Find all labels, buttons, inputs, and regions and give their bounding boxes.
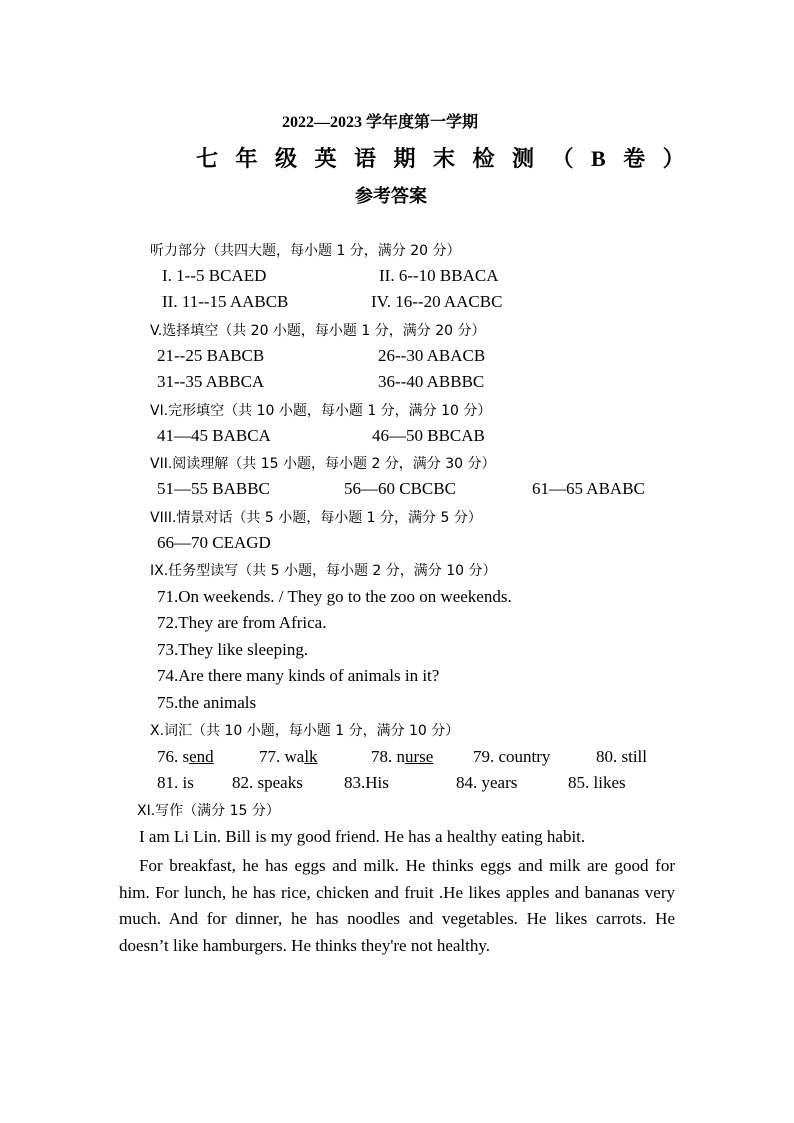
- answer-number: 76. s: [157, 747, 190, 766]
- answer-group: 46—50 BBCAB: [372, 426, 485, 445]
- essay-first-line: I am Li Lin. Bill is my good friend. He has a healthy eating habit.: [139, 827, 586, 846]
- answer-group: 61—65 ABABC: [532, 479, 645, 498]
- answer-group: 21--25 BABCB: [157, 346, 265, 365]
- answer-line: 75.the animals: [157, 693, 257, 712]
- answer-item: 84. years: [456, 773, 518, 792]
- answer-group: 36--40 ABBBC: [378, 372, 485, 391]
- answer-group: 41—45 BABCA: [157, 426, 271, 445]
- answer-group: 31--35 ABBCA: [157, 372, 265, 391]
- answer-group: 56—60 CBCBC: [344, 479, 456, 498]
- answer-line: 71.On weekends. / They go to the zoo on weekends.: [157, 587, 512, 606]
- essay-paragraph: For breakfast, he has eggs and milk. He thinks eggs and milk are good for him. For lunch, he has rice, chicken and fruit .He likes apples and bananas very much. And for dinner, he has noodles and vegetables. He likes carrots. He doesn’t like hamburgers. He thinks they're not healthy.: [119, 856, 675, 955]
- answer-key-subtitle: 参考答案: [355, 186, 427, 206]
- answer-word: lk: [304, 747, 318, 766]
- school-year-title: 2022—2023 学年度第一学期: [282, 114, 479, 131]
- answer-item: 82. speaks: [232, 773, 303, 792]
- answer-number: 78. n: [371, 747, 405, 766]
- answer-group: II. 11--15 AABCB: [162, 292, 289, 311]
- answer-word: urse: [405, 747, 434, 766]
- section-heading: X.词汇（共 10 小题，每小题 1 分，满分 10 分）: [150, 723, 460, 739]
- section-heading: V.选择填空（共 20 小题，每小题 1 分，满分 20 分）: [150, 323, 486, 339]
- answer-line: 72.They are from Africa.: [157, 613, 327, 632]
- answer-word: end: [189, 747, 214, 766]
- section-heading: VII.阅读理解（共 15 小题，每小题 2 分，满分 30 分）: [150, 456, 496, 472]
- exam-title: 七 年 级 英 语 期 末 检 测 （ B 卷 ）: [196, 146, 691, 171]
- section-heading: IX.任务型读写（共 5 小题，每小题 2 分，满分 10 分）: [150, 563, 497, 579]
- answer-item: 83.His: [344, 773, 389, 792]
- answer-item: 81. is: [157, 773, 194, 792]
- answer-group: 66—70 CEAGD: [157, 533, 271, 552]
- answer-number: 77. wa: [259, 747, 305, 766]
- answer-item: 85. likes: [568, 773, 626, 792]
- answer-item: [157, 747, 214, 767]
- section-heading: VI.完形填空（共 10 小题，每小题 1 分，满分 10 分）: [150, 403, 492, 419]
- answer-group: 26--30 ABACB: [378, 346, 486, 365]
- answer-item: 80. still: [596, 747, 648, 766]
- answer-group: IV. 16--20 AACBC: [371, 292, 503, 311]
- answer-item: [259, 747, 318, 767]
- section-heading: VIII.情景对话（共 5 小题，每小题 1 分，满分 5 分）: [150, 510, 482, 526]
- answer-item: 79. country: [473, 747, 551, 766]
- answer-line: 74.Are there many kinds of animals in it?: [157, 666, 440, 685]
- listening-heading: 听力部分（共四大题，每小题 1 分，满分 20 分）: [150, 243, 461, 259]
- answer-item: [371, 747, 433, 767]
- section-heading: XI.写作（满分 15 分）: [137, 803, 280, 819]
- answer-line: 73.They like sleeping.: [157, 640, 309, 659]
- answer-group: 51—55 BABBC: [157, 479, 270, 498]
- answer-group: II. 6--10 BBACA: [379, 266, 499, 285]
- answer-group: I. 1--5 BCAED: [162, 266, 267, 285]
